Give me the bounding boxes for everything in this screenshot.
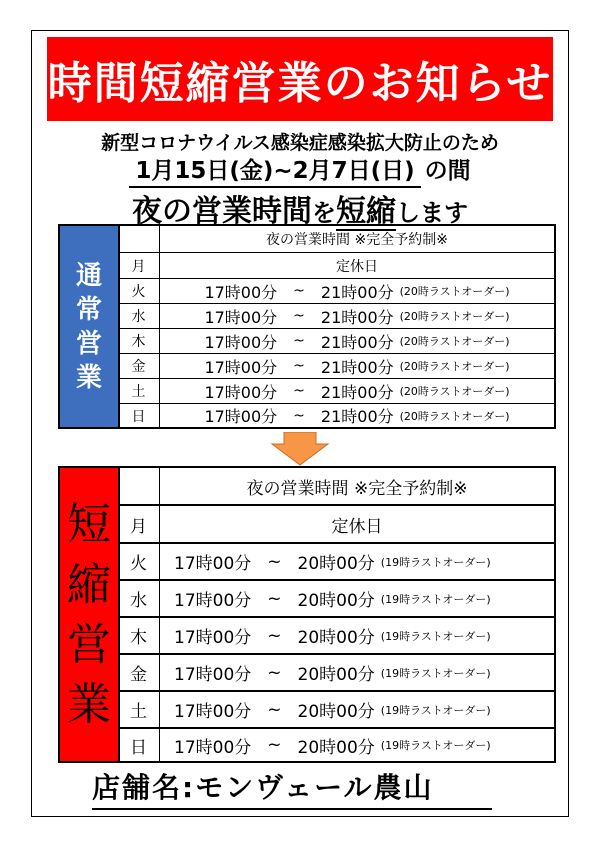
hours-cell [160, 329, 554, 353]
separator: ~ [293, 308, 305, 324]
down-arrow-icon [270, 432, 330, 466]
table-row [118, 279, 554, 304]
day-cell: 日 [118, 404, 160, 427]
table-row [118, 506, 554, 544]
start-time: 17時00分 [174, 628, 252, 648]
separator: ~ [293, 283, 305, 299]
hours-cell [160, 729, 554, 761]
table-row [118, 304, 554, 329]
start-time: 17時00分 [204, 382, 278, 402]
last-order: (20時ラストオーダー) [399, 310, 510, 323]
headline-part-a: 夜の [132, 194, 192, 229]
header-day-cell [118, 226, 160, 252]
side-char: 通 [75, 260, 102, 291]
last-order: (19時ラストオーダー) [380, 629, 491, 643]
side-char: 縮 [67, 558, 111, 610]
hours-cell [160, 404, 554, 427]
notice-period [0, 152, 600, 188]
header-day-cell [118, 468, 160, 504]
table-row [118, 544, 554, 581]
short-grid [118, 468, 554, 761]
day-cell: 金 [118, 354, 160, 378]
end-time: 21時00分 [320, 307, 394, 327]
separator: ~ [267, 588, 282, 609]
day-cell: 土 [118, 692, 160, 727]
start-time: 17時00分 [204, 307, 278, 327]
last-order: (19時ラストオーダー) [380, 739, 491, 752]
day-cell: 金 [118, 655, 160, 690]
last-order: (19時ラストオーダー) [380, 555, 491, 569]
hours-cell [160, 655, 554, 690]
hours-cell [160, 544, 554, 579]
table-row [118, 618, 554, 655]
table-header-row [118, 226, 554, 253]
period-dates: 1月15日(金)~2月7日(日) [129, 152, 420, 188]
separator: ~ [267, 735, 282, 755]
side-char: 常 [75, 294, 102, 325]
title-banner [47, 37, 553, 121]
end-time: 21時00分 [320, 282, 394, 302]
last-order: (19時ラストオーダー) [380, 592, 491, 606]
notice-reason: 新型コロナウイルス感染症感染拡大防止のため [101, 132, 499, 154]
last-order: (20時ラストオーダー) [399, 385, 510, 398]
start-time: 17時00分 [204, 407, 278, 426]
headline-part-b: 営業時間 [192, 194, 312, 229]
short-side-label [60, 468, 120, 761]
period-suffix: の間 [424, 158, 471, 184]
separator: ~ [293, 383, 305, 399]
page-title: 時間短縮営業のお知らせ [47, 58, 553, 109]
day-cell: 月 [118, 253, 160, 278]
day-cell: 水 [118, 581, 160, 616]
end-time: 20時00分 [297, 628, 375, 648]
hours-cell [160, 304, 554, 328]
start-time: 17時00分 [204, 282, 278, 302]
last-order: (20時ラストオーダー) [399, 409, 510, 423]
hours-cell [160, 692, 554, 727]
side-char: 短 [67, 498, 111, 550]
normal-grid [118, 226, 554, 427]
last-order: (19時ラストオーダー) [380, 703, 491, 717]
separator: ~ [267, 625, 282, 646]
table-row [118, 692, 554, 729]
start-time: 17時00分 [204, 332, 278, 352]
start-time: 17時00分 [174, 554, 252, 574]
last-order: (20時ラストオーダー) [399, 285, 510, 298]
table-row [118, 404, 554, 427]
side-char: 業 [67, 678, 111, 730]
last-order: (19時ラストオーダー) [380, 666, 491, 680]
separator: ~ [293, 407, 305, 424]
day-cell: 木 [118, 618, 160, 653]
hours-cell [160, 279, 554, 303]
separator: ~ [293, 358, 305, 374]
short-hours-table [58, 466, 556, 763]
end-time: 20時00分 [297, 554, 375, 574]
table-row [118, 379, 554, 404]
separator: ~ [267, 551, 282, 572]
day-cell: 土 [118, 379, 160, 403]
day-cell: 火 [118, 279, 160, 303]
table-row [118, 581, 554, 618]
start-time: 17時00分 [204, 357, 278, 377]
start-time: 17時00分 [174, 591, 252, 611]
start-time: 17時00分 [174, 737, 252, 758]
normal-side-label [60, 226, 120, 427]
normal-hours-table [58, 224, 556, 429]
header-cell: 夜の営業時間 ※完全予約制※ [246, 478, 468, 499]
end-time: 21時00分 [320, 332, 394, 352]
closed-cell: 定休日 [336, 258, 378, 275]
table-header-row [118, 468, 554, 506]
side-char: 営 [67, 618, 111, 670]
separator: ~ [267, 699, 282, 720]
hours-cell [160, 618, 554, 653]
hours-cell [160, 581, 554, 616]
headline-part-d: 短縮 [336, 194, 396, 229]
end-time: 21時00分 [320, 407, 394, 426]
store-name: 店舗名:モンヴェール農山 [92, 766, 492, 810]
day-cell: 水 [118, 304, 160, 328]
table-row [118, 253, 554, 279]
start-time: 17時00分 [174, 665, 252, 685]
day-cell: 木 [118, 329, 160, 353]
headline-part-e: します [396, 199, 468, 227]
last-order: (20時ラストオーダー) [399, 360, 510, 373]
headline-part-c: を [312, 199, 336, 227]
table-row [118, 729, 554, 761]
closed-cell: 定休日 [331, 516, 383, 537]
header-cell: 夜の営業時間 ※完全予約制※ [266, 232, 448, 248]
day-cell: 月 [118, 506, 160, 542]
side-char: 業 [75, 362, 102, 393]
table-row [118, 329, 554, 354]
hours-cell [160, 379, 554, 403]
hours-cell [160, 354, 554, 378]
table-row [118, 354, 554, 379]
start-time: 17時00分 [174, 702, 252, 722]
separator: ~ [267, 662, 282, 683]
end-time: 20時00分 [297, 702, 375, 722]
end-time: 20時00分 [297, 665, 375, 685]
end-time: 21時00分 [320, 357, 394, 377]
end-time: 20時00分 [297, 591, 375, 611]
table-row [118, 655, 554, 692]
side-char: 営 [75, 328, 102, 359]
separator: ~ [293, 333, 305, 349]
day-cell: 日 [118, 729, 160, 761]
end-time: 20時00分 [297, 737, 375, 758]
day-cell: 火 [118, 544, 160, 579]
last-order: (20時ラストオーダー) [399, 335, 510, 348]
end-time: 21時00分 [320, 382, 394, 402]
